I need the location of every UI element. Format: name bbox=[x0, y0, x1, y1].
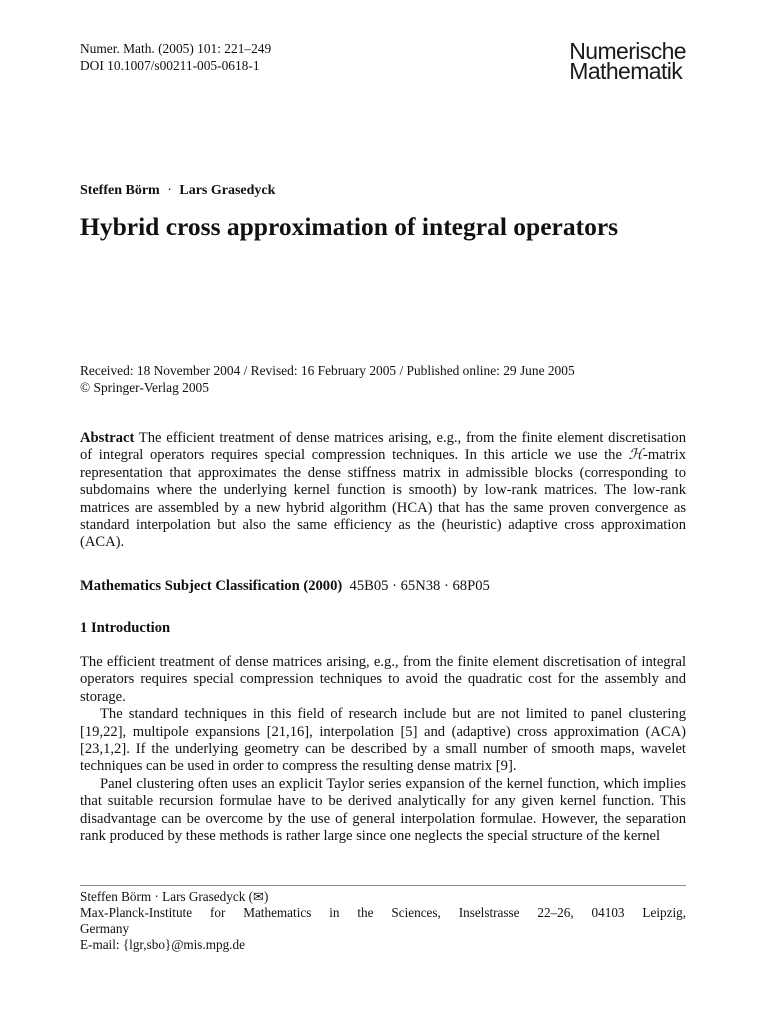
journal-logo-line: Numerische bbox=[569, 38, 686, 64]
author-name: Lars Grasedyck bbox=[179, 183, 276, 198]
paper-title: Hybrid cross approximation of integral operators bbox=[80, 212, 619, 241]
paragraph: Panel clustering often uses an explicit Taylor series expansion of the kernel function, which implies that suitable recursion formulae have to be derived analytically for any given kernel function. This disadvantage can be overcome by the use of general interpolation formulae. However, the separation rank produced by these methods is rather large since one neglects the special structure of the kernel bbox=[80, 775, 686, 845]
section-heading: 1 Introduction bbox=[80, 620, 171, 636]
abstract bbox=[80, 430, 686, 552]
page-header bbox=[80, 40, 686, 86]
footnote-affiliation: Max-Planck-Institute for Mathematics in the Sciences, Inselstrasse 22–26, 04103 Leipzig, bbox=[80, 905, 686, 920]
journal-logo-line: Mathematik bbox=[569, 58, 683, 84]
abstract-label: Abstract bbox=[80, 430, 135, 446]
msc-codes: 45B05 · 65N38 · 68P05 bbox=[349, 578, 490, 594]
abstract-text: The efficient treatment of dense matrices arising, e.g., from the finite element discretisation of integral operators requires special compression techniques. In this article we use the bbox=[80, 430, 686, 464]
footnote-affiliation: Germany bbox=[80, 921, 130, 936]
citation-line: Numer. Math. (2005) 101: 221–249 bbox=[80, 41, 272, 56]
footnote-authors: Steffen Börm · Lars Grasedyck (✉) bbox=[80, 889, 269, 904]
footnote-email: E-mail: {lgr,sbo}@mis.mpg.de bbox=[80, 937, 245, 952]
history-line: Received: 18 November 2004 / Revised: 16 February 2005 / Published online: 29 June 2005 bbox=[80, 363, 575, 378]
section-body bbox=[80, 654, 686, 845]
paragraph: The standard techniques in this field of research include but are not limited to panel clustering [19,22], multipole expansions [21,16], interpolation [5] and (adaptive) cross approximation (ACA) [23,1,2]. If the underlying geometry can be described by a small number of smooth maps, wavelet techniques can be used in order to compress the resulting dense matrix [9]. bbox=[80, 706, 686, 775]
citation bbox=[80, 40, 271, 74]
author-name: Steffen Börm bbox=[80, 183, 160, 198]
subject-classification bbox=[80, 578, 490, 595]
paper-page bbox=[80, 0, 686, 1024]
math-symbol: ℋ bbox=[628, 447, 644, 464]
author-separator: · bbox=[167, 183, 172, 198]
journal-logo bbox=[569, 38, 686, 84]
publication-dates bbox=[80, 362, 575, 396]
footnote-divider bbox=[80, 885, 686, 886]
author-footnote bbox=[80, 889, 686, 953]
author-list bbox=[80, 183, 275, 199]
msc-label: Mathematics Subject Classification (2000) bbox=[80, 578, 343, 594]
abstract-text: -matrix representation that approximates the dense stiffness matrix in admissible blocks (corresponding to subdomains where the underlying kernel function is smooth) by low-rank matrices. The low-rank matrices are assembled by a new hybrid algorithm (HCA) that has the same proven convergence as standard interpolation but also the same efficiency as the (heuristic) adaptive cross approximation (ACA). bbox=[80, 447, 686, 551]
doi-line: DOI 10.1007/s00211-005-0618-1 bbox=[80, 58, 260, 73]
copyright-line: © Springer-Verlag 2005 bbox=[80, 380, 209, 395]
paragraph: The efficient treatment of dense matrices arising, e.g., from the finite element discretisation of integral operators requires special compression techniques to avoid the quadratic cost for the assembly and storage. bbox=[80, 654, 686, 705]
